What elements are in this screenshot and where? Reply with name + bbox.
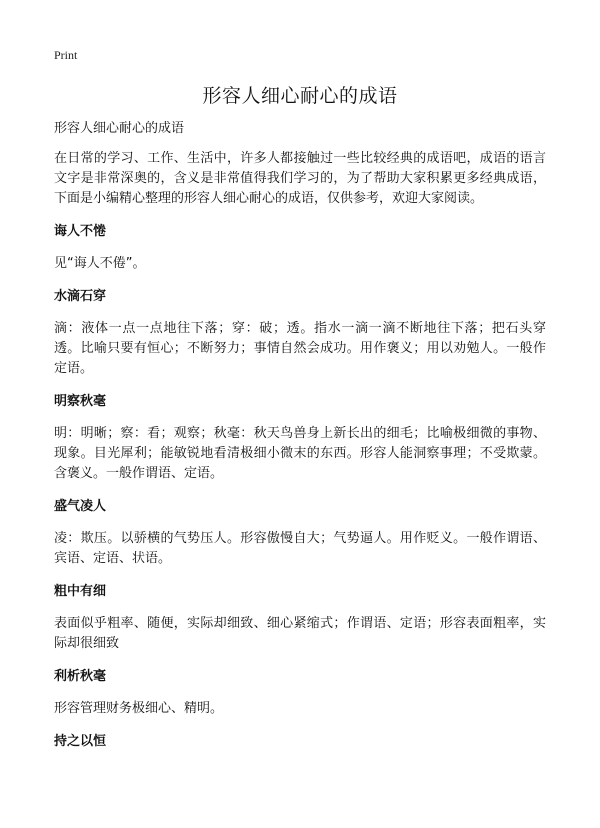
section-body: 表面似乎粗率、随便，实际却细致、细心紧缩式；作谓语、定语；形容表面粗率，实际却很细致 xyxy=(54,616,546,651)
section-6 xyxy=(54,667,546,719)
section-4 xyxy=(54,497,546,569)
section-body: 形容管理财务极细心、精明。 xyxy=(54,701,224,716)
section-2 xyxy=(54,287,546,379)
section-title: 明察秋毫 xyxy=(54,394,107,409)
section-body: 见“诲人不倦”。 xyxy=(54,256,146,271)
section-7 xyxy=(54,732,546,752)
section-5 xyxy=(54,582,546,654)
document-subtitle: 形容人细心耐心的成语 xyxy=(54,121,185,136)
section-1 xyxy=(54,222,546,274)
section-body: 明：明晰；察：看；观察；秋毫：秋天鸟兽身上新长出的细毛；比喻极细微的事物、现象。目光犀利；能敏锐地看清极细小微末的东西。形容人能洞察事理；不受欺蒙。含褒义。一般作谓语、定语。 xyxy=(54,426,546,481)
section-title: 水滴石穿 xyxy=(54,289,107,304)
page-title: 形容人细心耐心的成语 xyxy=(202,85,398,107)
section-body: 凌：欺压。以骄横的气势压人。形容傲慢自大；气势逼人。用作贬义。一般作谓语、宾语、定语、状语。 xyxy=(54,531,546,566)
section-title: 盛气凌人 xyxy=(54,499,107,514)
section-body: 滴：液体一点一点地往下落；穿：破；透。指水一滴一滴不断地往下落；把石头穿透。比喻只要有恒心；不断努力；事情自然会成功。用作褒义；用以劝勉人。一般作定语。 xyxy=(54,321,546,376)
print-link[interactable]: Print xyxy=(54,48,78,62)
section-title: 粗中有细 xyxy=(54,584,107,599)
section-3 xyxy=(54,392,546,484)
section-title: 诲人不惓 xyxy=(54,224,107,239)
intro-paragraph: 在日常的学习、工作、生活中，许多人都接触过一些比较经典的成语吧，成语的语言文字是非常深奥的，含义是非常值得我们学习的，为了帮助大家积累更多经典成语，下面是小编精心整理的形容人细心耐心的成语，仅供参考，欢迎大家阅读。 xyxy=(54,151,546,206)
section-title: 持之以恒 xyxy=(54,734,107,749)
section-title: 利析秋毫 xyxy=(54,669,107,684)
